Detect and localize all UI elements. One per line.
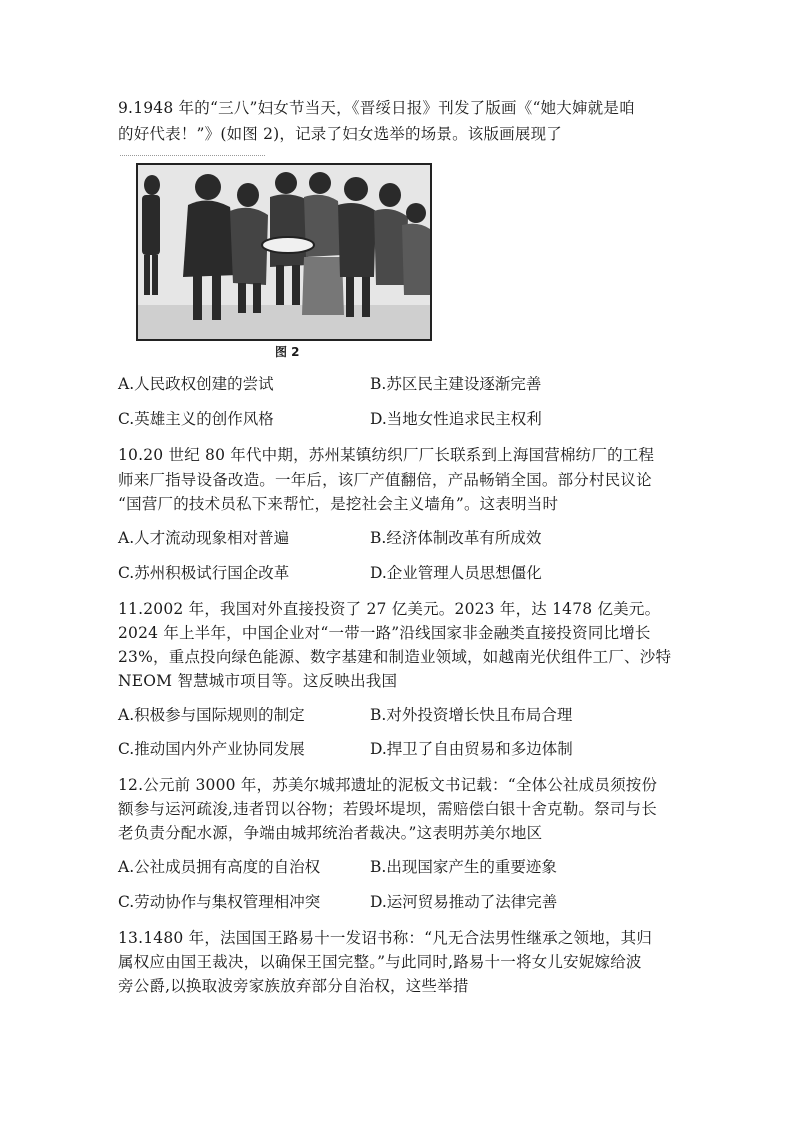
q11-option-d: D.捍卫了自由贸易和多边体制 [370, 740, 573, 758]
q10-line-1: 10.20 世纪 80 年代中期，苏州某镇纺织厂厂长联系到上海国营棉纺厂的工程 [118, 446, 655, 464]
q10-option-a: A.人才流动现象相对普遍 [118, 529, 290, 547]
q11-option-b: B.对外投资增长快且布局合理 [370, 706, 573, 724]
q11-option-c: C.推动国内外产业协同发展 [118, 740, 305, 758]
q13-line-2: 属权应由国王裁决，以确保王国完整。”与此同时,路易十一将女儿安妮嫁给波 [118, 953, 642, 971]
q9-line-2: 的好代表！”》(如图 2)，记录了妇女选举的场景。该版画展现了 [118, 125, 563, 143]
q11-line-3: 23%，重点投向绿色能源、数字基建和制造业领域，如越南光伏组件工厂、沙特 [118, 648, 672, 666]
figure-caption: 图 2 [275, 345, 300, 359]
q12-option-b: B.出现国家产生的重要迹象 [370, 858, 557, 876]
q12-line-2: 额参与运河疏浚,违者罚以谷物；若毁坏堤坝，需赔偿白银十舍克勒。祭司与长 [118, 800, 657, 818]
q9-option-b: B.苏区民主建设逐渐完善 [370, 375, 542, 393]
q12-option-a: A.公社成员拥有高度的自治权 [118, 858, 321, 876]
q9-line-1: 9.1948 年的“三八”妇女节当天，《晋绥日报》刊发了版画《“她大婶就是咱 [118, 99, 635, 117]
q10-line-2: 师来厂指导设备改造。一年后，该厂产值翻倍，产品畅销全国。部分村民议论 [118, 471, 652, 489]
woodcut-print-image [136, 163, 432, 341]
woodcut-illustration [138, 165, 430, 339]
q12-option-d: D.运河贸易推动了法律完善 [370, 893, 558, 911]
q13-line-3: 旁公爵,以换取波旁家族放弃部分自治权，这些举措 [118, 977, 469, 995]
q12-line-3: 老负责分配水源，争端由城邦统治者裁决。”这表明苏美尔地区 [118, 824, 543, 842]
q13-line-1: 13.1480 年，法国国王路易十一发诏书称：“凡无合法男性继承之领地，其归 [118, 929, 653, 947]
q11-line-2: 2024 年上半年，中国企业对“一带一路”沿线国家非金融类直接投资同比增长 [118, 624, 651, 642]
q10-option-d: D.企业管理人员思想僵化 [370, 564, 542, 582]
q11-line-4: NEOM 智慧城市项目等。这反映出我国 [118, 672, 398, 690]
q12-option-c: C.劳动协作与集权管理相冲突 [118, 893, 321, 911]
q11-option-a: A.积极参与国际规则的制定 [118, 706, 305, 724]
q10-option-c: C.苏州积极试行国企改革 [118, 564, 290, 582]
q12-line-1: 12.公元前 3000 年，苏美尔城邦遗址的泥板文书记载：“全体公社成员须按份 [118, 776, 658, 794]
q10-line-3: “国营厂的技术员私下来帮忙，是挖社会主义墙角”。这表明当时 [118, 495, 559, 513]
divider [120, 155, 265, 156]
q11-line-1: 11.2002 年，我国对外直接投资了 27 亿美元。2023 年，达 1478 亿美元。 [118, 600, 661, 618]
q9-option-d: D.当地女性追求民主权利 [370, 410, 542, 428]
q9-option-c: C.英雄主义的创作风格 [118, 410, 274, 428]
q10-option-b: B.经济体制改革有所成效 [370, 529, 542, 547]
q9-option-a: A.人民政权创建的尝试 [118, 375, 274, 393]
